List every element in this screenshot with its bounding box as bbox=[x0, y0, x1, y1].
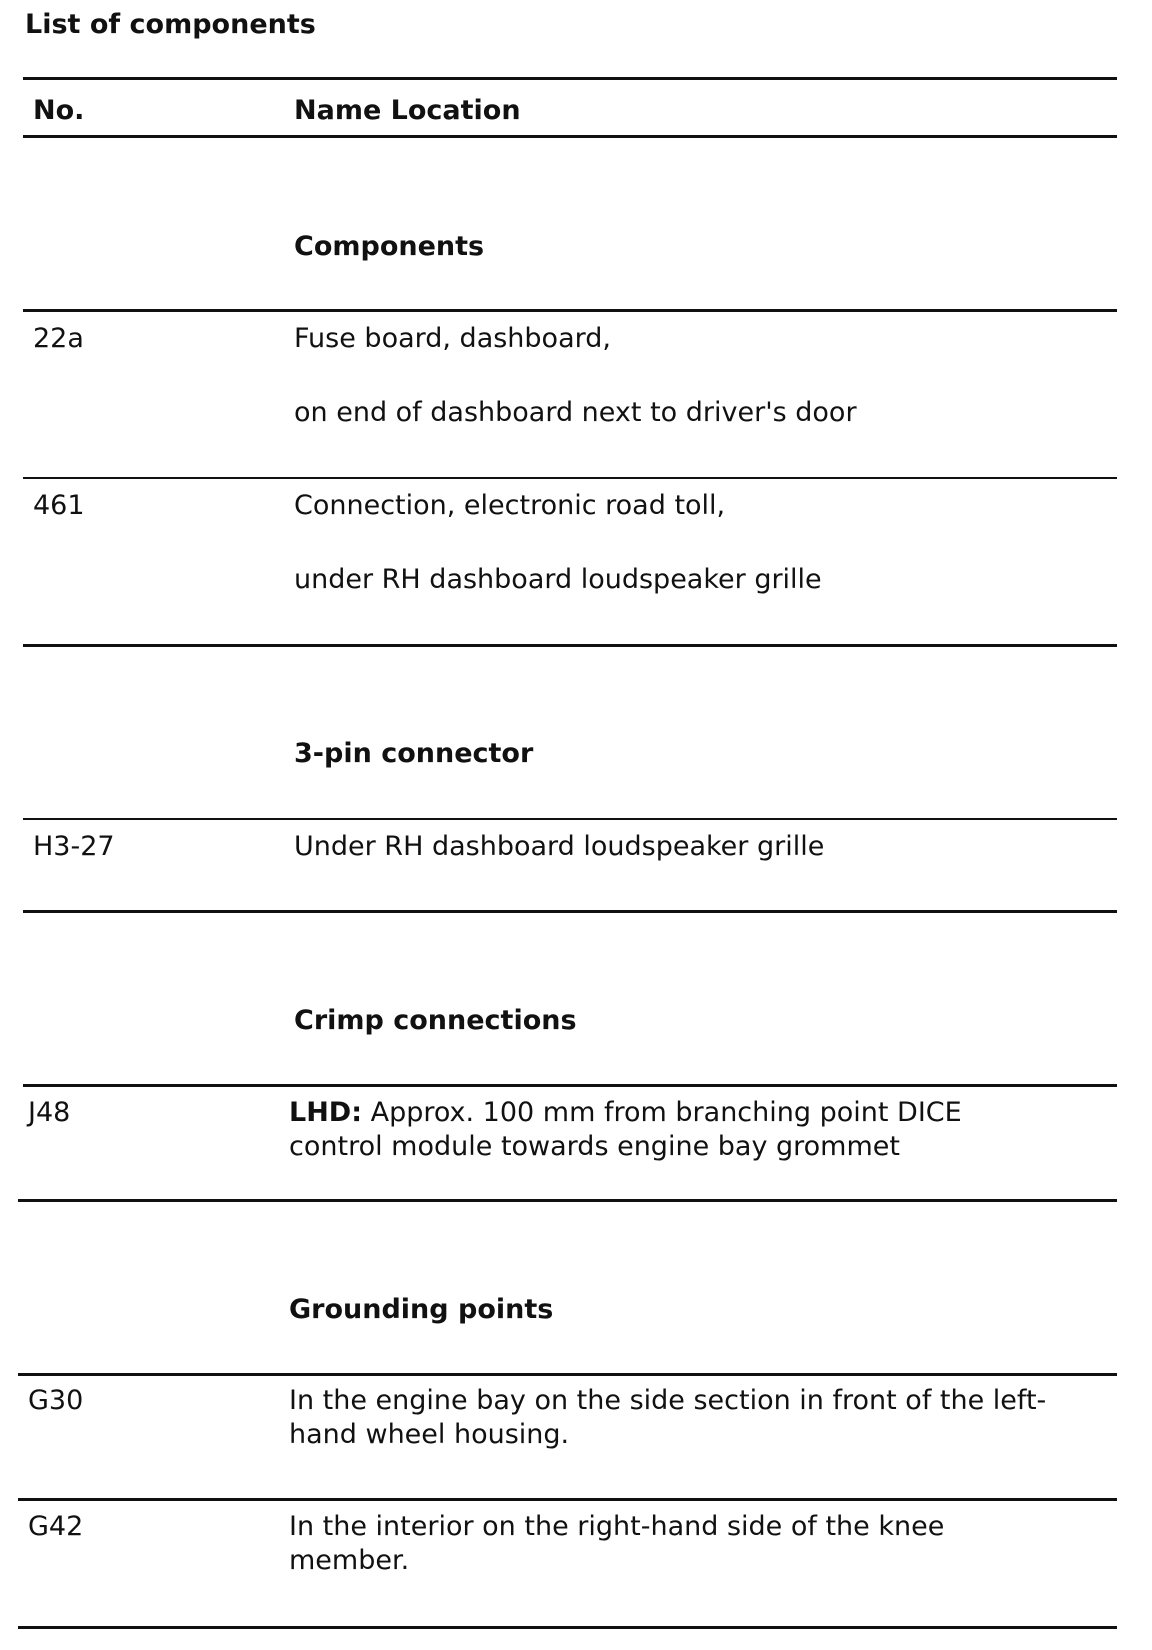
crimp-location-line bbox=[289, 1096, 962, 1129]
row-rule bbox=[18, 1498, 1117, 1501]
section-rule bbox=[18, 1199, 1117, 1202]
connector-location: Under RH dashboard loudspeaker grille bbox=[294, 831, 825, 862]
row-rule bbox=[18, 1373, 1117, 1376]
ground-point-number: G42 bbox=[28, 1511, 84, 1542]
section-heading-grounding-points: Grounding points bbox=[289, 1294, 554, 1325]
section-heading-components: Components bbox=[294, 231, 485, 262]
crimp-location-line: control module towards engine bay grommet bbox=[289, 1131, 900, 1162]
header-bottom-rule bbox=[23, 135, 1117, 138]
crimp-location-text: Approx. 100 mm from branching point DICE bbox=[362, 1097, 962, 1128]
component-name: Fuse board, dashboard, bbox=[294, 323, 611, 354]
component-location: under RH dashboard loudspeaker grille bbox=[294, 564, 822, 595]
section-rule bbox=[23, 910, 1117, 913]
connector-number: H3-27 bbox=[33, 831, 115, 862]
ground-point-number: G30 bbox=[28, 1385, 84, 1416]
header-name-location: Name Location bbox=[294, 95, 521, 126]
component-name: Connection, electronic road toll, bbox=[294, 490, 726, 521]
lhd-label: LHD: bbox=[289, 1097, 363, 1128]
ground-point-location: member. bbox=[289, 1545, 410, 1576]
section-heading-crimp-connections: Crimp connections bbox=[294, 1005, 577, 1036]
header-top-rule bbox=[23, 77, 1117, 80]
component-number: 22a bbox=[33, 323, 84, 354]
ground-point-location: In the engine bay on the side section in front of the left- bbox=[289, 1385, 1047, 1416]
crimp-number: J48 bbox=[28, 1097, 71, 1128]
component-number: 461 bbox=[33, 490, 85, 521]
component-location: on end of dashboard next to driver's door bbox=[294, 397, 857, 428]
table-bottom-rule bbox=[18, 1626, 1117, 1629]
section-rule bbox=[23, 644, 1117, 647]
page-title: List of components bbox=[25, 9, 316, 40]
row-rule bbox=[23, 1084, 1117, 1087]
ground-point-location: hand wheel housing. bbox=[289, 1419, 570, 1450]
row-rule bbox=[23, 477, 1117, 479]
ground-point-location: In the interior on the right-hand side of the knee bbox=[289, 1511, 945, 1542]
header-no: No. bbox=[33, 95, 85, 126]
section-heading-3-pin-connector: 3-pin connector bbox=[294, 738, 534, 769]
row-rule bbox=[23, 309, 1117, 312]
row-rule bbox=[23, 818, 1117, 820]
